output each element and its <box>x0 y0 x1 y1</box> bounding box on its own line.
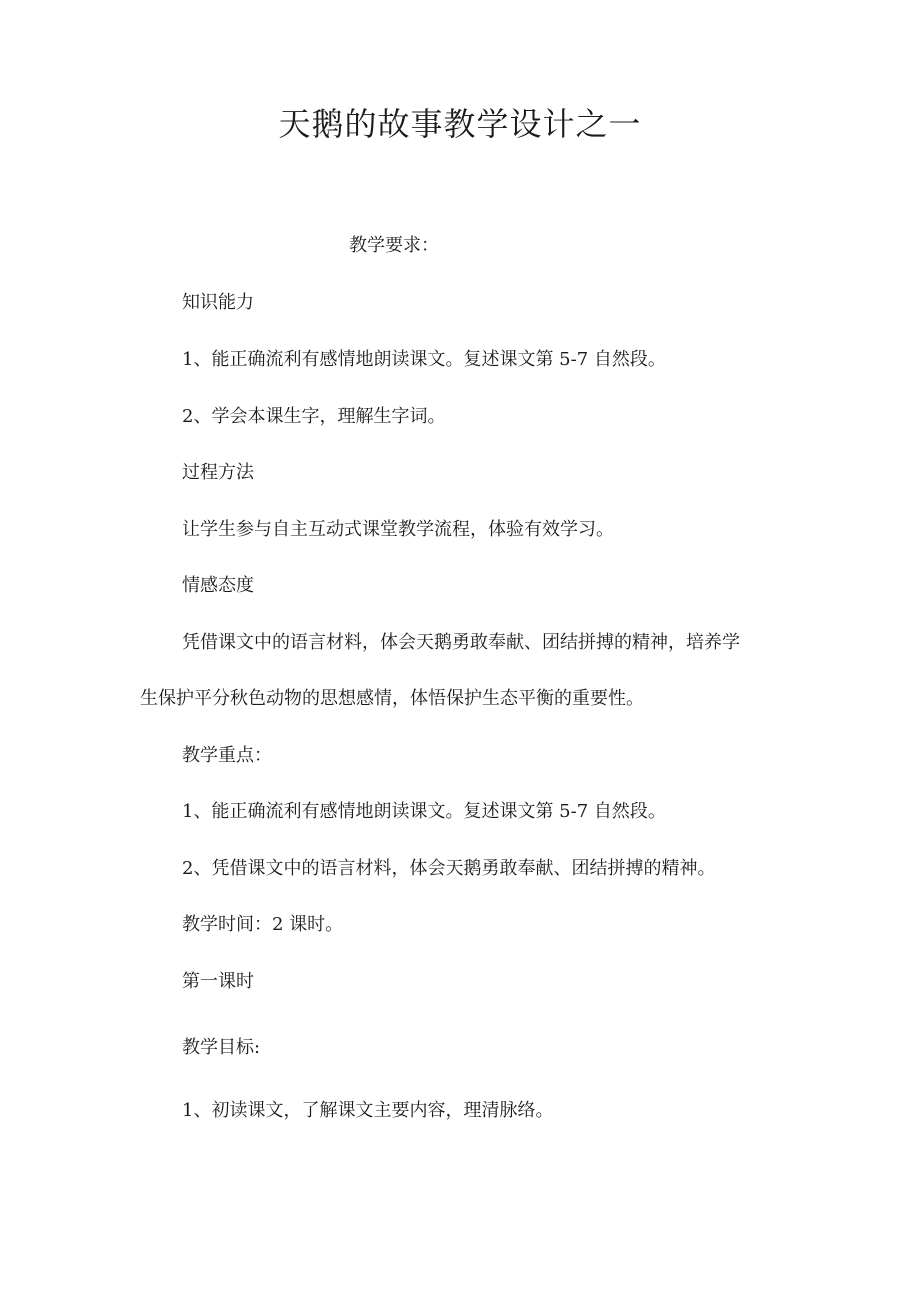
subheading-teaching-goals: 教学目标: <box>182 1037 261 1058</box>
paragraph-emotion-line-2: 生保护平分秋色动物的思想感情，体悟保护生态平衡的重要性。 <box>140 688 644 709</box>
subheading-first-lesson: 第一课时 <box>182 971 254 992</box>
document-title: 天鹅的故事教学设计之一 <box>278 105 642 143</box>
paragraph-requirement-2: 2、学会本课生字，理解生字词。 <box>182 406 446 427</box>
paragraph-goal-1: 1、初读课文，了解课文主要内容，理清脉络。 <box>182 1100 554 1121</box>
section-heading-teaching-focus: 教学重点： <box>182 745 272 766</box>
paragraph-requirement-1: 1、能正确流利有感情地朗读课文。复述课文第 5-7 自然段。 <box>182 349 666 370</box>
paragraph-focus-2: 2、凭借课文中的语言材料，体会天鹅勇敢奉献、团结拼搏的精神。 <box>182 858 716 879</box>
subheading-emotion-attitude: 情感态度 <box>182 575 254 596</box>
subheading-process-method: 过程方法 <box>182 462 254 483</box>
paragraph-teaching-time: 教学时间：2 课时。 <box>182 914 344 935</box>
paragraph-emotion-line-1: 凭借课文中的语言材料，体会天鹅勇敢奉献、团结拼搏的精神，培养学 <box>182 632 740 653</box>
paragraph-process-method: 让学生参与自主互动式课堂教学流程，体验有效学习。 <box>182 519 614 540</box>
section-heading-teaching-requirements: 教学要求： <box>349 235 439 256</box>
paragraph-focus-1: 1、能正确流利有感情地朗读课文。复述课文第 5-7 自然段。 <box>182 801 666 822</box>
subheading-knowledge-ability: 知识能力 <box>182 292 254 313</box>
